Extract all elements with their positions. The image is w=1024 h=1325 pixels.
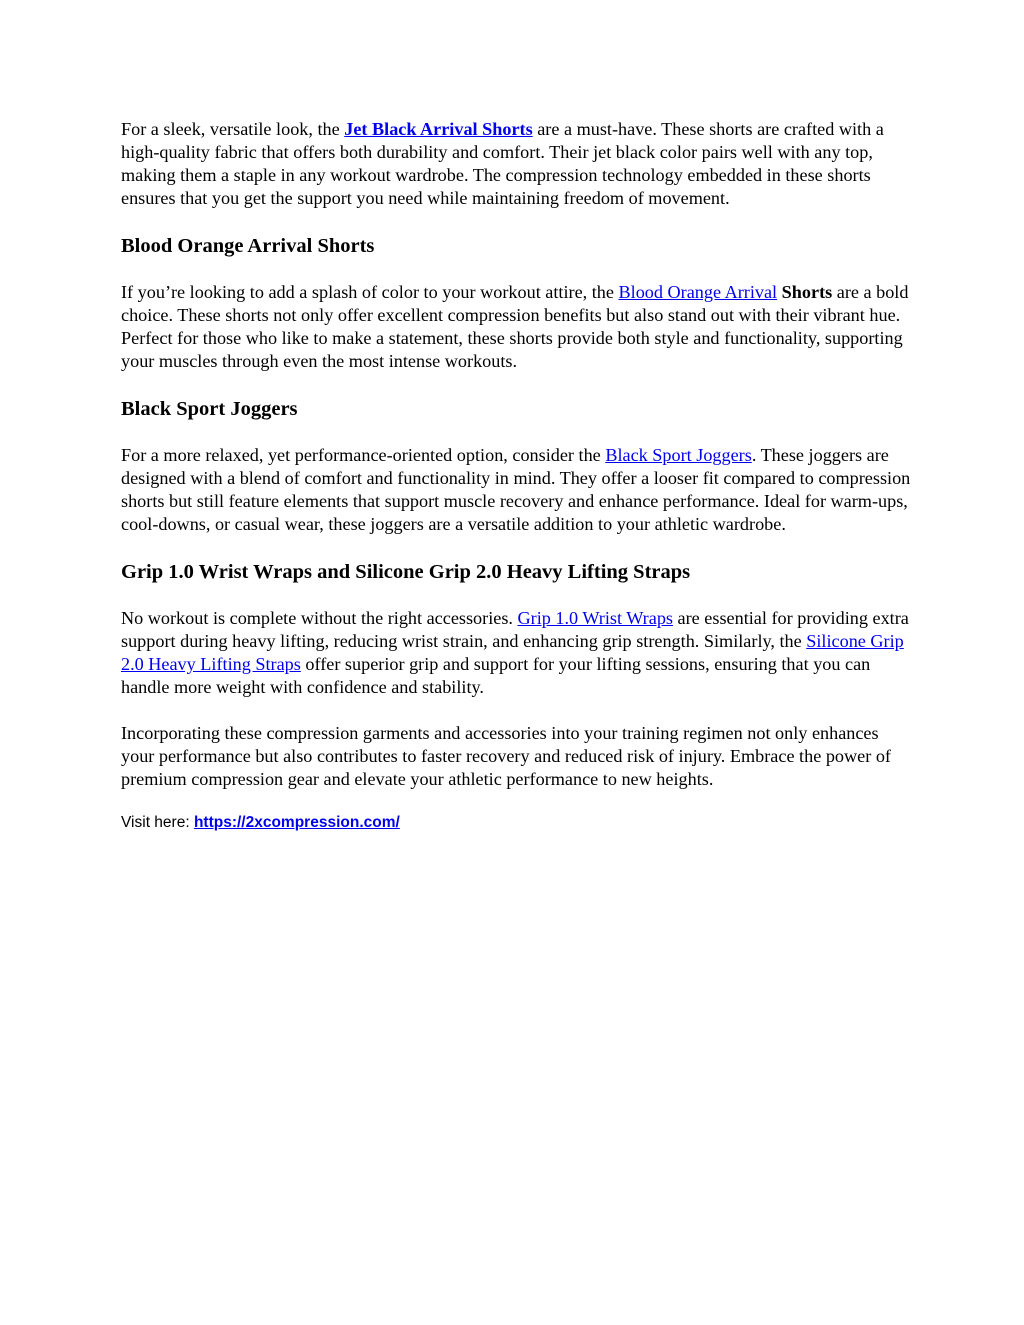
joggers-heading: Black Sport Joggers — [121, 398, 298, 420]
visit-line — [121, 813, 911, 833]
joggers-text-after: . These joggers are designed with a blend of comfort and functionality in mind. They offer a looser fit compared to compression shorts but still feature elements that support muscle recovery and enhance performance. Ideal for warm-ups, cool-downs, or casual wear, these joggers are a versatile addition to your athletic wardrobe. — [121, 445, 911, 534]
visit-label: Visit here: — [121, 814, 194, 831]
grip-text-after: offer superior grip and support for your lifting sessions, ensuring that you can handle more weight with confidence and stability. — [121, 654, 871, 697]
grip-paragraph — [121, 607, 911, 699]
intro-paragraph — [121, 118, 911, 210]
blood-orange-paragraph — [121, 281, 911, 373]
blood-orange-shorts-bold: Shorts — [777, 282, 833, 302]
blood-orange-arrival-link[interactable]: Blood Orange Arrival — [618, 282, 778, 302]
grip-text-middle: are essential for providing extra support during heavy lifting, reducing wrist strain, and enhancing grip strength. Similarly, the — [121, 608, 909, 651]
blood-orange-text-before: If you’re looking to add a splash of color to your workout attire, the — [121, 282, 619, 302]
blood-orange-text-after: are a bold choice. These shorts not only offer excellent compression benefits but also stand out with their vibrant hue. Perfect for those who like to make a statement, these shorts provide both style and functionality, supporting your muscles through even the most intense workouts. — [121, 282, 909, 371]
grip-wrist-wraps-link[interactable]: Grip 1.0 Wrist Wraps — [517, 608, 673, 628]
silicone-grip-straps-link[interactable]: Silicone Grip 2.0 Heavy Lifting Straps — [121, 631, 904, 674]
grip-text-before: No workout is complete without the right accessories. — [121, 608, 518, 628]
black-sport-joggers-link[interactable]: Black Sport Joggers — [605, 445, 752, 465]
intro-text-after: are a must-have. These shorts are crafted with a high-quality fabric that offers both durability and comfort. Their jet black color pairs well with any top, making them a staple in any workout wardrobe. The compression technology embedded in these shorts ensures that you get the support you need while maintaining freedom of movement. — [121, 119, 884, 208]
blood-orange-heading: Blood Orange Arrival Shorts — [121, 235, 375, 257]
intro-text-before: For a sleek, versatile look, the — [121, 119, 345, 139]
joggers-paragraph — [121, 444, 911, 536]
jet-black-arrival-shorts-link[interactable]: Jet Black Arrival Shorts — [344, 119, 533, 139]
grip-heading: Grip 1.0 Wrist Wraps and Silicone Grip 2.0 Heavy Lifting Straps — [121, 561, 691, 583]
document-page — [121, 118, 911, 856]
website-link[interactable]: https://2xcompression.com/ — [193, 814, 400, 831]
conclusion-paragraph: Incorporating these compression garments and accessories into your training regimen not only enhances your performance but also contributes to faster recovery and reduced risk of injury. Embrace the power of premium compression gear and elevate your athletic performance to new heights. — [121, 723, 891, 789]
joggers-text-before: For a more relaxed, yet performance-oriented option, consider the — [121, 445, 606, 465]
